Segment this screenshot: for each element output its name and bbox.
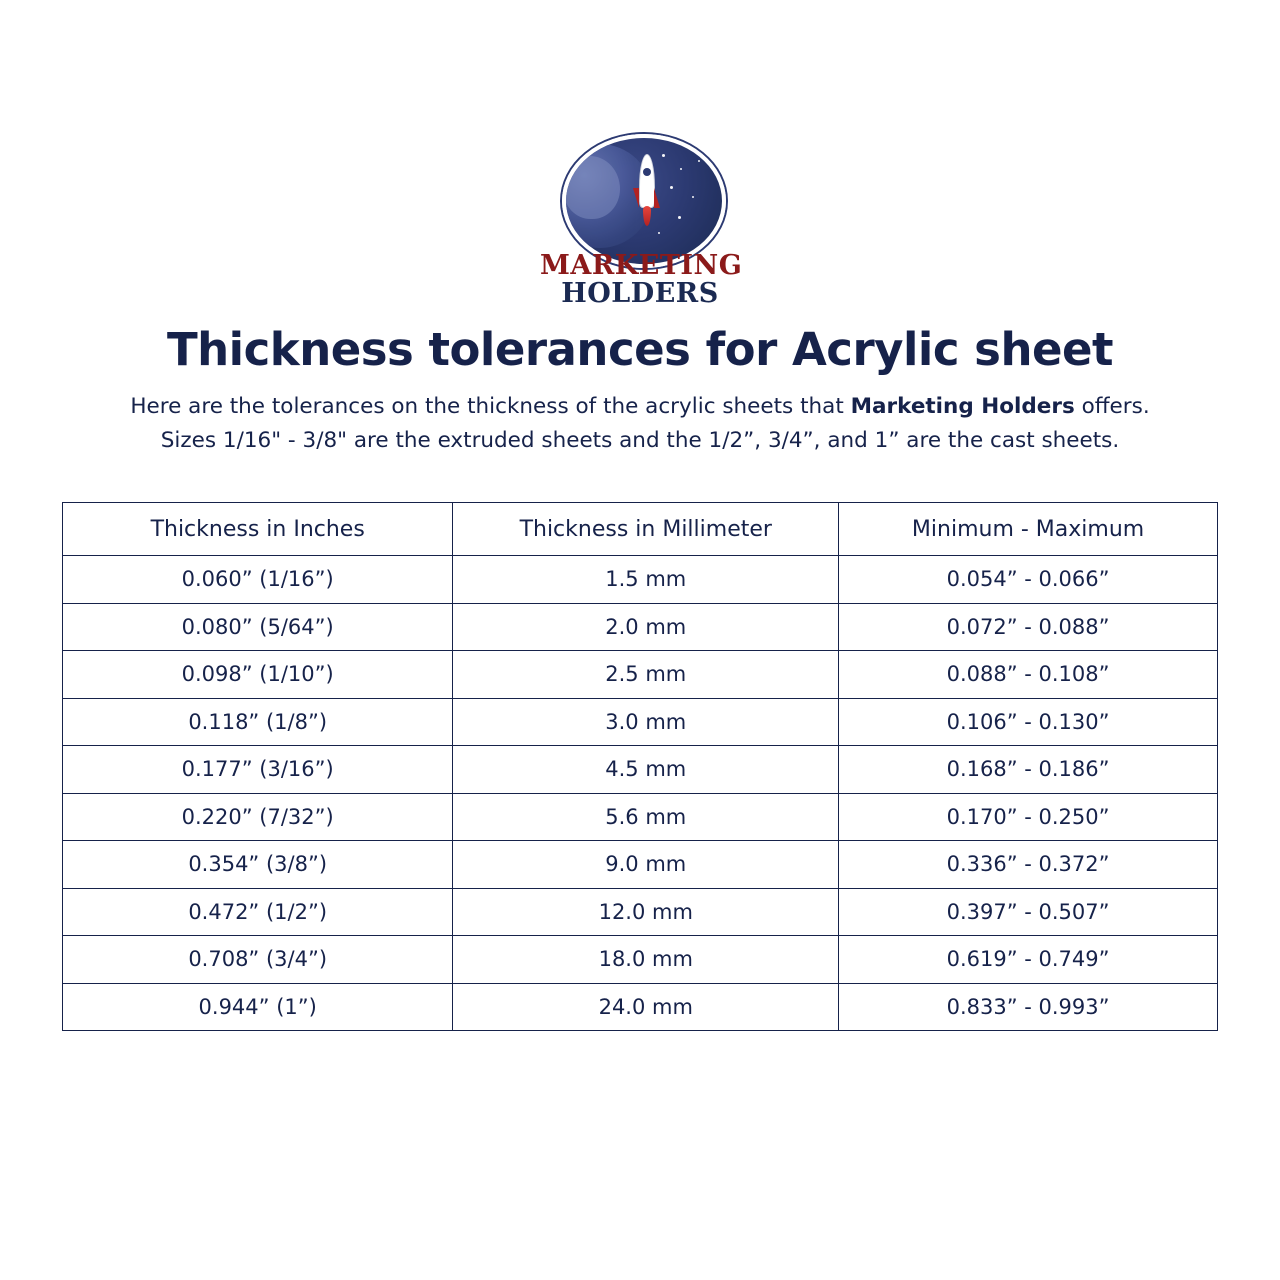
cell-millimeter: 2.0 mm xyxy=(453,603,839,651)
cell-min-max: 0.106” - 0.130” xyxy=(839,698,1218,746)
tolerance-table-container xyxy=(62,502,1218,1031)
cell-min-max: 0.833” - 0.993” xyxy=(839,983,1218,1031)
cell-inches: 0.944” (1”) xyxy=(63,983,453,1031)
cell-min-max: 0.054” - 0.066” xyxy=(839,556,1218,604)
page-subtitle xyxy=(60,390,1220,458)
star-icon xyxy=(662,154,665,157)
cell-millimeter: 18.0 mm xyxy=(453,936,839,984)
cell-min-max: 0.619” - 0.749” xyxy=(839,936,1218,984)
cell-min-max: 0.170” - 0.250” xyxy=(839,793,1218,841)
table-row xyxy=(63,841,1218,889)
cell-min-max: 0.397” - 0.507” xyxy=(839,888,1218,936)
cell-millimeter: 3.0 mm xyxy=(453,698,839,746)
star-icon xyxy=(698,160,700,162)
tolerance-table xyxy=(62,502,1218,1031)
subtitle-text-pre: Here are the tolerances on the thickness of the acrylic sheets that xyxy=(130,394,851,419)
cell-millimeter: 2.5 mm xyxy=(453,651,839,699)
table-row xyxy=(63,793,1218,841)
cell-min-max: 0.072” - 0.088” xyxy=(839,603,1218,651)
column-header-inches: Thickness in Inches xyxy=(63,503,453,556)
cell-min-max: 0.088” - 0.108” xyxy=(839,651,1218,699)
star-icon xyxy=(678,216,681,219)
cell-inches: 0.220” (7/32”) xyxy=(63,793,453,841)
cell-inches: 0.708” (3/4”) xyxy=(63,936,453,984)
table-row xyxy=(63,888,1218,936)
table-row xyxy=(63,556,1218,604)
cell-millimeter: 5.6 mm xyxy=(453,793,839,841)
column-header-millimeter: Thickness in Millimeter xyxy=(453,503,839,556)
cell-inches: 0.080” (5/64”) xyxy=(63,603,453,651)
table-row xyxy=(63,746,1218,794)
table-header-row xyxy=(63,503,1218,556)
table-row xyxy=(63,603,1218,651)
cell-inches: 0.177” (3/16”) xyxy=(63,746,453,794)
table-row xyxy=(63,651,1218,699)
logo-line-2: HOLDERS xyxy=(561,278,719,309)
cell-millimeter: 1.5 mm xyxy=(453,556,839,604)
table-body xyxy=(63,556,1218,1031)
star-icon xyxy=(658,232,660,234)
marketing-holders-logo xyxy=(540,134,743,309)
logo-container xyxy=(0,0,1280,309)
subtitle-brand: Marketing Holders xyxy=(850,394,1075,419)
subtitle-text-post: offers. xyxy=(1074,394,1150,419)
table-row xyxy=(63,983,1218,1031)
rocket-globe-icon xyxy=(562,134,726,268)
cell-inches: 0.118” (1/8”) xyxy=(63,698,453,746)
table-row xyxy=(63,698,1218,746)
cell-millimeter: 4.5 mm xyxy=(453,746,839,794)
cell-millimeter: 24.0 mm xyxy=(453,983,839,1031)
cell-inches: 0.060” (1/16”) xyxy=(63,556,453,604)
cell-millimeter: 12.0 mm xyxy=(453,888,839,936)
logo-wordmark xyxy=(540,250,743,309)
column-header-min-max: Minimum - Maximum xyxy=(839,503,1218,556)
cell-min-max: 0.336” - 0.372” xyxy=(839,841,1218,889)
cell-millimeter: 9.0 mm xyxy=(453,841,839,889)
cell-min-max: 0.168” - 0.186” xyxy=(839,746,1218,794)
cell-inches: 0.354” (3/8”) xyxy=(63,841,453,889)
star-icon xyxy=(670,186,673,189)
star-icon xyxy=(692,196,694,198)
page-title: Thickness tolerances for Acrylic sheet xyxy=(166,323,1114,376)
cell-inches: 0.472” (1/2”) xyxy=(63,888,453,936)
star-icon xyxy=(680,168,682,170)
table-row xyxy=(63,936,1218,984)
logo-line-1: MARKETING xyxy=(540,250,743,281)
cell-inches: 0.098” (1/10”) xyxy=(63,651,453,699)
subtitle-line-2: Sizes 1/16" - 3/8" are the extruded sheets and the 1/2”, 3/4”, and 1” are the cast sheets. xyxy=(160,428,1120,453)
rocket-icon xyxy=(634,154,660,230)
